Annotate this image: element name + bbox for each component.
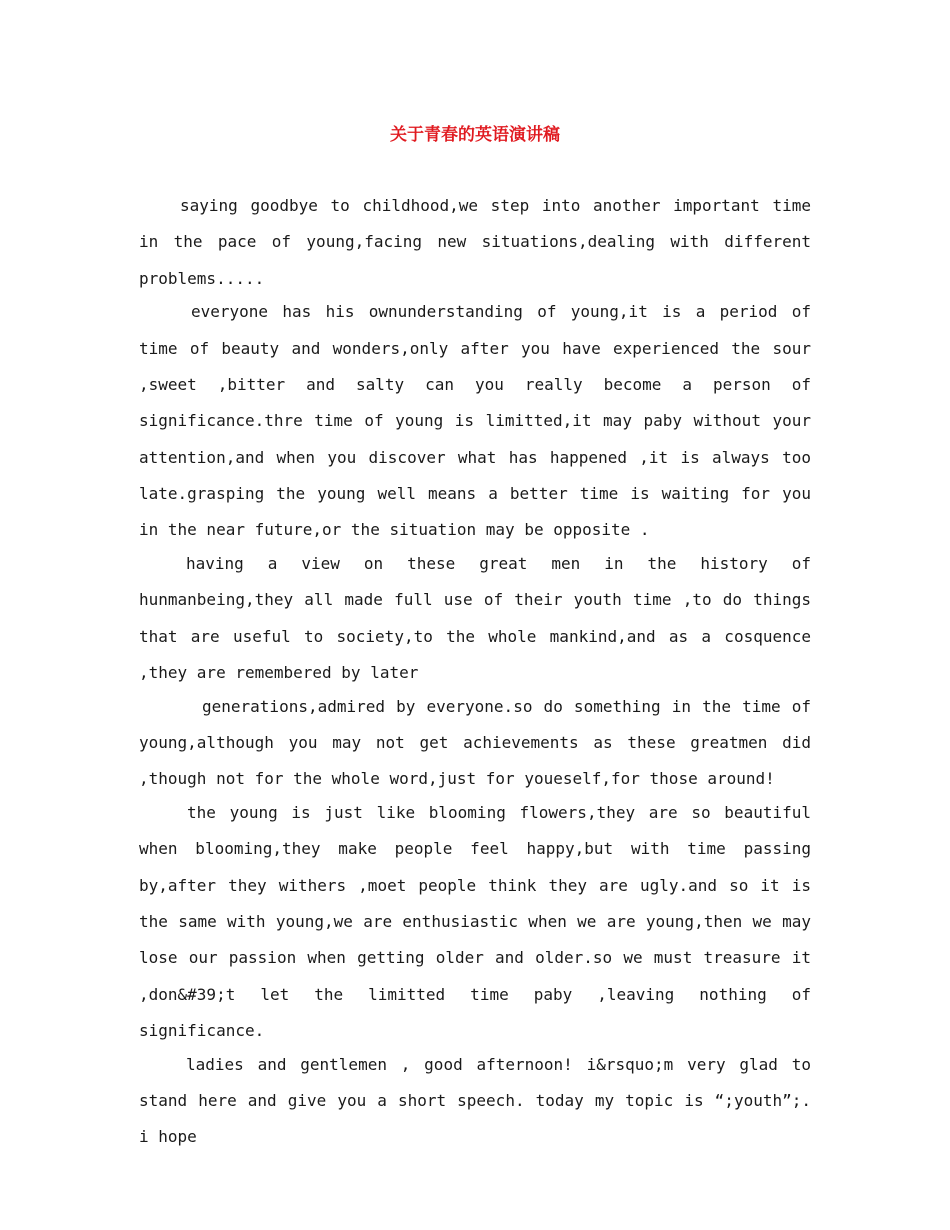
paragraph-2: everyone has his ownunderstanding of young,it is a period of time of beauty and wonders,only after you have experienced the sour ,sweet ,bitter and salty can you really become a person of significance.thre time of young is limitted,it may paby without your attention,and when you discover what has happened ,it is always too late.grasping the young well means a better time is waiting for you in the near future,or the situation may be opposite . xyxy=(139,302,811,540)
paragraph-5: the young is just like blooming flowers,they are so beautiful when blooming,they make people feel happy,but with time passing by,after they withers ,moet people think they are ugly.and so it is the same with young,we are enthusiastic when we are young,then we may lose our passion when getting older and older.so we must treasure it ,don&#39;t let the limitted time paby ,leaving nothing of significance. xyxy=(139,803,811,1040)
paragraph-1: saying goodbye to childhood,we step into another important time in the pace of young,facing new situations,dealing with different problems..... xyxy=(139,196,811,288)
paragraph-6: ladies and gentlemen , good afternoon! i&rsquo;m very glad to stand here and give you a short speech. today my topic is “;youth”;. i hope xyxy=(139,1054,811,1147)
paragraph-3: having a view on these great men in the history of hunmanbeing,they all made full use of their youth time ,to do things that are useful to society,to the whole mankind,and as a cosquence ,they are remembered by later xyxy=(139,553,811,682)
paragraph-4: generations,admired by everyone.so do something in the time of young,although you may not get achievements as these greatmen did ,though not for the whole word,just for youeself,for those around! xyxy=(139,696,811,789)
document-title: 关于青春的英语演讲稿 xyxy=(390,125,560,145)
document-body xyxy=(139,188,811,1153)
